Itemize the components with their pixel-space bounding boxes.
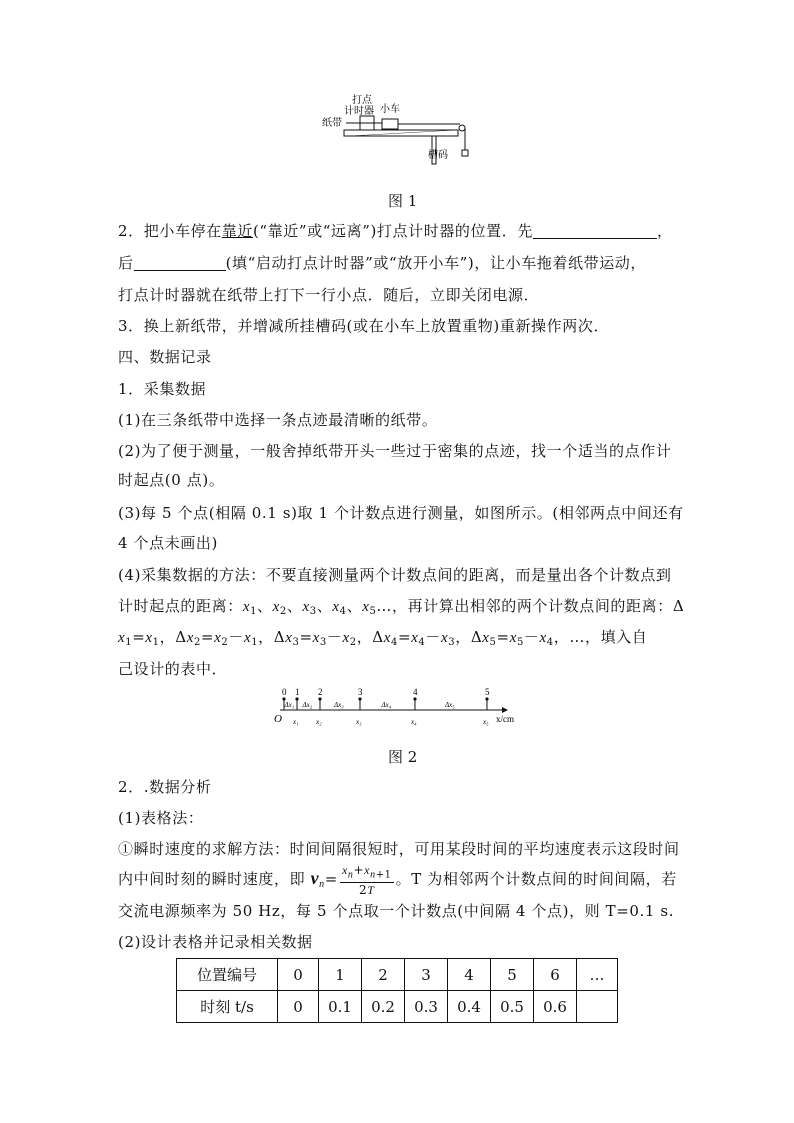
fig2-point-dot [295,697,298,700]
fig2-point-dot [485,697,488,700]
table-cell [577,991,618,1023]
step2-end: ， [656,222,673,240]
fig2-dx-label: Δx₁ [284,701,295,709]
fig1-cart [382,119,398,129]
table-cell: 4 [448,959,491,991]
fig2-point-label: 1 [295,687,300,697]
fig2-point-dot [413,697,416,700]
table-row-position [177,959,618,991]
table-cell: 5 [491,959,534,991]
fig2-point-label: 0 [282,687,287,697]
fig2-axis-arrow [502,707,508,713]
subsection-1-heading: 1．采集数据 [118,380,207,398]
item-2-line1: (2)为了便于测量，一般舍掉纸带开头一些过于密集的点迹，找一个适当的点作计 [118,442,672,460]
fig1-pulley [459,125,465,131]
step3: 3．换上新纸带，并增减所挂槽码(或在小车上放置重物)重新操作两次． [118,317,610,335]
circ1-line2-b: 。T 为相邻两个计数点间的时间间隔，若 [395,870,677,888]
figure-1-caption: 图 1 [388,192,418,210]
table-cell: 0.2 [362,991,405,1023]
fig1-weight [462,150,468,156]
table-cell: 6 [534,959,577,991]
step2-line3: 打点计时器就在纸带上打下一行小点．随后，立即关闭电源． [118,286,540,304]
item-4-line2: 计时起点的距离：$x_1$、$x_2$、$x_3$、$x_4$、$x_5\dots$，再计算出相邻的两个计数点间的距离：Δ [118,597,685,617]
fig2-point-label: 5 [485,687,490,697]
circ1-line3: 交流电源频率为 50 Hz，每 5 个点取一个计数点(中间隔 4 个点)，则 T=0.1 s. [118,902,675,920]
fig2-x-label: x₁ [293,718,299,726]
fig2-x-label: x₄ [411,718,417,726]
fig2-origin: O [274,713,282,725]
fig2-point-label: 3 [358,687,363,697]
table-cell: 3 [405,959,448,991]
circ1-line1: ①瞬时速度的求解方法：时间间隔很短时，可用某段时间的平均速度表示这段时间 [118,840,680,858]
section-4-heading: 四、数据记录 [118,348,212,366]
step2-text-b: (“靠近”或“远离”)打点计时器的位置．先 [252,222,533,240]
fig2-dx-label: Δx₅ [445,701,455,709]
fig2-dx-label: Δx₄ [381,701,392,709]
table-cell: 0 [278,959,319,991]
figure-2-tape [270,686,530,736]
item-1: (1)在三条纸带中选择一条点迹最清晰的纸带。 [118,411,438,429]
circ1-line2: 内中间时刻的瞬时速度，即 $v_n=$ $\frac{x_n+x_{n+1}}{2T}$ 。T 为相邻两个计数点间的时间间隔，若 [118,862,677,898]
fig2-point-dot [318,697,321,700]
fig2-point-dot [358,697,361,700]
velocity-formula: $\frac{x_n+x_{n+1}}{2T}$ [341,862,392,898]
item-4-line4: 己设计的表中． [118,660,228,678]
item-4-line2-a: 计时起点的距离： [118,597,243,615]
table-method: (1)表格法： [118,809,204,827]
table-row-time [177,991,618,1023]
fig1-label-jishiqi: 计时器 [344,106,374,117]
fig2-x-label: x₂ [316,718,322,726]
item-2-line2: 时起点(0 点)。 [118,471,225,489]
table-cell: 2 [362,959,405,991]
step2-line2-b: (填“启动打点计时器”或“放开小车”)，让小车拖着纸带运动， [225,254,646,272]
figure-1-apparatus [310,88,490,168]
fig2-x-label: x₃ [356,718,362,726]
step2-line2 [118,253,646,273]
fig2-point-label: 4 [413,687,418,697]
table-cell: 时刻 t/s [177,991,278,1023]
item-3-line1: (3)每 5 个点(相隔 0.1 s)取 1 个计数点进行测量，如图所示。(相邻两点中间还有 [118,504,684,522]
table-cell: 0 [278,991,319,1023]
table-cell: 位置编号 [177,959,278,991]
fig1-track-hatch [350,130,456,136]
fig1-label-dadian: 打点 [352,95,372,106]
table-cell: 0.4 [448,991,491,1023]
item-4-line1: (4)采集数据的方法：不要直接测量两个计数点间的距离，而是量出各个计数点到 [118,566,672,584]
fig2-point-label: 2 [318,687,323,697]
table-cell: 1 [319,959,362,991]
record-table [176,958,618,1023]
step2-answer: 靠近 [221,222,253,240]
blank-second[interactable] [134,254,226,271]
fig2-marks [282,687,490,726]
figure-2-caption: 图 2 [388,748,418,766]
fig2-dx-label: Δx₂ [302,701,313,709]
blank-first[interactable] [533,222,657,239]
item-4-line3: $x_1=x_1$，$\Delta x_2=x_2-x_1$，$\Delta x_3=x_3-x_2$，$\Delta x_4=x_4-x_3$，$\Delta x_5=x_5-x_4$，…，填入自 [118,628,648,648]
fig1-label-xiaoche: 小车 [380,104,400,115]
item-3-line2: 4 个点未画出) [118,534,218,552]
step2-line1 [118,221,673,241]
table-cell: … [577,959,618,991]
fig1-label-zhidai: 纸带 [322,118,342,129]
fig2-axis-label: x/cm [496,714,514,724]
table-cell: 0.3 [405,991,448,1023]
circ1-line2-a: 内中间时刻的瞬时速度，即 [118,870,306,888]
subsection-2-heading: 2．.数据分析 [118,778,212,796]
fig2-x-label: x₅ [483,718,489,726]
fig1-label-caoma: 槽码 [428,150,448,161]
table-cell: 0.5 [491,991,534,1023]
design-heading: (2)设计表格并记录相关数据 [118,933,313,951]
table-cell: 0.6 [534,991,577,1023]
fig2-dx-label: Δx₃ [334,701,344,709]
table-cell: 0.1 [319,991,362,1023]
item-4-line2-b: ，再计算出相邻的两个计数点间的距离：Δ [392,597,685,615]
step2-text-a: 2．把小车停在 [118,222,222,240]
step2-line2-a: 后 [118,254,134,272]
